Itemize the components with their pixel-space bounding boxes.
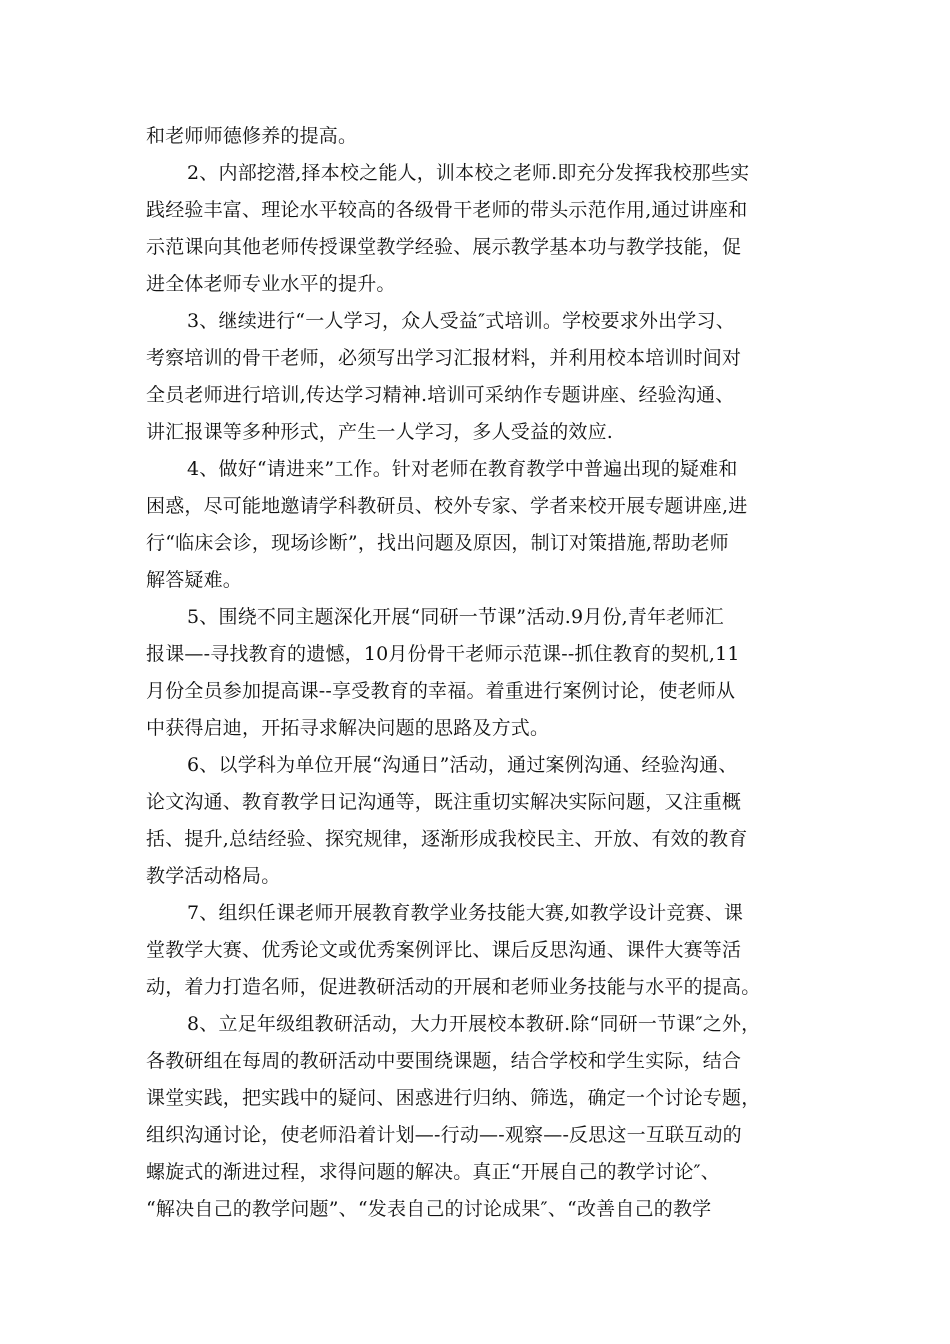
text-line: 论文沟通、教育教学日记沟通等，既注重切实解决实际问题，又注重概 [146, 791, 742, 813]
text-line: 困惑，尽可能地邀请学科教研员、校外专家、学者来校开展专题讲座,进 [146, 495, 748, 517]
text-line: 示范课向其他老师传授课堂教学经验、展示教学基本功与教学技能，促 [146, 236, 742, 258]
paragraph-start-line: 3、继续进行“一人学习，众人受益″式培训。学校要求外出学习、 [187, 310, 735, 332]
paragraph-start-line: 2、内部挖潜,择本校之能人，训本校之老师.即充分发挥我校那些实 [187, 162, 750, 184]
text-line: 各教研组在每周的教研活动中要围绕课题，结合学校和学生实际，结合 [146, 1050, 742, 1072]
text-line: 报课—-寻找教育的遗憾，10月份骨干老师示范课--抓住教育的契机,11 [146, 643, 740, 665]
text-line: 全员老师进行培训,传达学习精神.培训可采纳作专题讲座、经验沟通、 [146, 384, 735, 406]
paragraph-start-line: 6、以学科为单位开展“沟通日”活动，通过案例沟通、经验沟通、 [187, 754, 738, 776]
text-line: 教学活动格局。 [146, 865, 281, 887]
text-line: “解决自己的教学问题”、“发表自己的讨论成果″、“改善自己的教学 [146, 1198, 712, 1220]
text-line: 堂教学大赛、优秀论文或优秀案例评比、课后反思沟通、课件大赛等活 [146, 939, 742, 961]
text-line: 行“临床会诊，现场诊断”，找出问题及原因，制订对策措施,帮助老师 [146, 532, 729, 554]
text-line: 螺旋式的渐进过程，求得问题的解决。真正“开展自己的教学讨论″、 [146, 1161, 721, 1183]
text-line: 和老师师德修养的提高。 [146, 125, 358, 147]
text-line: 解答疑难。 [146, 569, 243, 591]
paragraph-start-line: 7、组织任课老师开展教育教学业务技能大赛,如教学设计竞赛、课 [187, 902, 744, 924]
paragraph-start-line: 4、做好“请进来”工作。针对老师在教育教学中普遍出现的疑难和 [187, 458, 738, 480]
text-line: 讲汇报课等多种形式，产生一人学习，多人受益的效应. [146, 421, 614, 443]
text-line: 考察培训的骨干老师，必须写出学习汇报材料，并利用校本培训时间对 [146, 347, 742, 369]
text-line: 组织沟通讨论，使老师沿着计划—-行动—-观察—-反思这一互联互动的 [146, 1124, 742, 1146]
text-line: 括、提升,总结经验、探究规律，逐渐形成我校民主、开放、有效的教育 [146, 828, 748, 850]
paragraph-start-line: 5、围绕不同主题深化开展“同研一节课”活动.9月份,青年老师汇 [187, 606, 724, 628]
text-line: 月份全员参加提高课--享受教育的幸福。着重进行案例讨论，使老师从 [146, 680, 736, 702]
paragraph-start-line: 8、立足年级组教研活动，大力开展校本教研.除“同研一节课″之外， [187, 1013, 761, 1035]
text-line: 课堂实践，把实践中的疑问、困惑进行归纳、筛选，确定一个讨论专题， [146, 1087, 761, 1109]
text-line: 进全体老师专业水平的提升。 [146, 273, 396, 295]
text-line: 中获得启迪，开拓寻求解决问题的思路及方式。 [146, 717, 550, 739]
text-line: 动，着力打造名师，促进教研活动的开展和老师业务技能与水平的提高。 [146, 976, 761, 998]
text-line: 践经验丰富、理论水平较高的各级骨干老师的带头示范作用,通过讲座和 [146, 199, 748, 221]
